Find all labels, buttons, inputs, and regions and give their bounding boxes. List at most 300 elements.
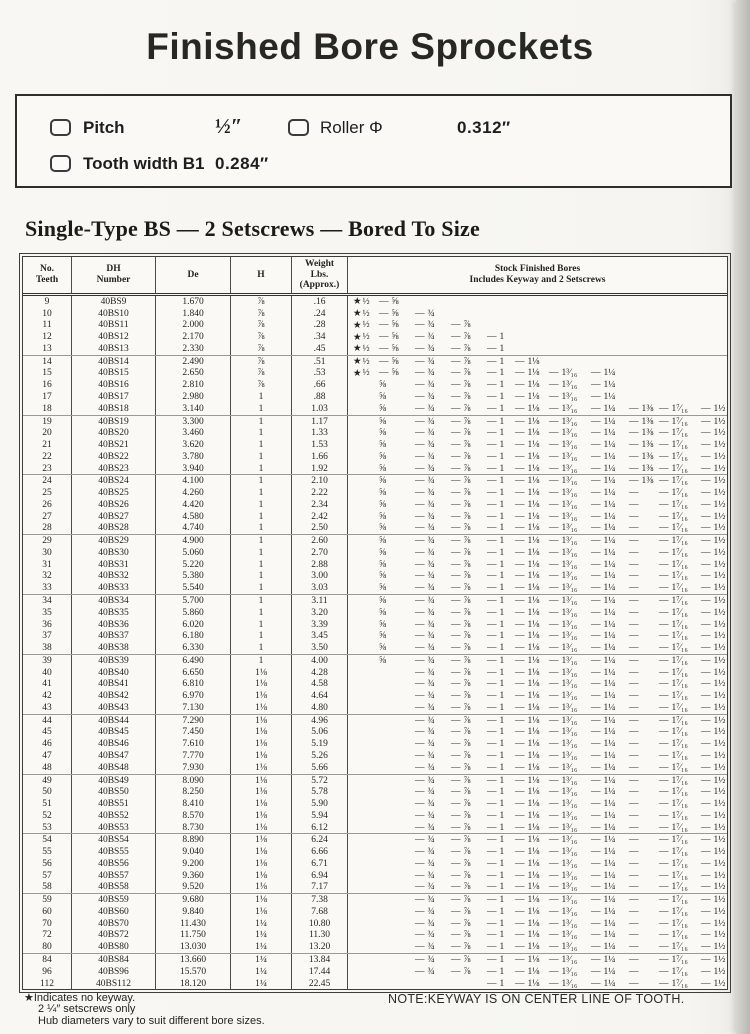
bore-value: 1⅛ xyxy=(527,368,540,379)
bore-value: 1⁷⁄₁₆ xyxy=(671,870,688,881)
dash-separator: — xyxy=(487,607,497,618)
bore-slot xyxy=(451,500,487,510)
table-row xyxy=(23,331,727,343)
cell-de: 3.780 xyxy=(156,451,231,463)
bore-slot xyxy=(591,799,629,809)
dash-separator: — xyxy=(415,906,425,917)
dash-separator: — xyxy=(415,583,425,594)
bore-value: 1½ xyxy=(713,954,726,965)
dash-separator: — xyxy=(487,476,497,487)
dash-separator: — xyxy=(451,463,461,474)
bore-slot xyxy=(487,763,515,773)
bore-slot xyxy=(415,596,451,606)
bore-slot xyxy=(515,440,549,450)
bore-value: ⅞ xyxy=(463,476,471,487)
bore-value: ⅞ xyxy=(463,966,471,977)
dash-separator: — xyxy=(549,368,559,379)
cell-no-teeth: 14 xyxy=(23,356,72,368)
table-row xyxy=(23,846,727,858)
dash-separator: — xyxy=(487,583,497,594)
dash-separator: — xyxy=(701,762,711,773)
bore-slot xyxy=(487,739,515,749)
cell-de: 4.100 xyxy=(156,475,231,487)
cell-no-teeth: 53 xyxy=(23,822,72,834)
bore-slot xyxy=(515,691,549,701)
dash-separator: — xyxy=(591,775,601,786)
bore-value: 1 xyxy=(499,787,505,798)
cell-no-teeth: 49 xyxy=(23,775,72,787)
dash-separator: — xyxy=(591,607,601,618)
dash-separator: — xyxy=(515,380,525,391)
bore-value: 1³⁄₁₆ xyxy=(561,870,578,881)
bore-slot xyxy=(515,727,549,737)
bore-slot xyxy=(591,392,629,402)
bore-slot xyxy=(353,356,379,367)
table-row xyxy=(23,523,727,535)
bore-value: 1 xyxy=(499,702,505,713)
bore-value: 1 xyxy=(499,895,505,906)
bore-value: 1¼ xyxy=(603,607,616,618)
bore-value: ⅞ xyxy=(463,643,471,654)
table-row xyxy=(23,798,727,810)
cell-no-teeth: 54 xyxy=(23,834,72,846)
bore-value: 1½ xyxy=(713,750,726,761)
bore-slot xyxy=(591,739,629,749)
bore-value: 1¼ xyxy=(603,571,616,582)
bore-slot xyxy=(379,608,415,618)
dash-separator: — xyxy=(629,403,639,414)
dash-separator: — xyxy=(629,667,639,678)
bore-value: 1⅛ xyxy=(527,727,540,738)
dash-separator: — xyxy=(515,895,525,906)
bore-slot xyxy=(515,716,549,726)
bore-slot xyxy=(549,942,591,952)
cell-h: 1 xyxy=(231,547,292,559)
cell-no-teeth: 42 xyxy=(23,690,72,702)
dash-separator: — xyxy=(451,727,461,738)
bore-value: 1⁷⁄₁₆ xyxy=(671,799,688,810)
bore-slot xyxy=(591,536,629,546)
cell-h: 1 xyxy=(231,571,292,583)
bore-slot xyxy=(701,776,731,786)
bore-value: 1 xyxy=(499,918,505,929)
bore-value: ¾ xyxy=(427,463,435,474)
bore-value: 1⅛ xyxy=(527,476,540,487)
dash-separator: — xyxy=(629,966,639,977)
bore-value: 1⁷⁄₁₆ xyxy=(671,918,688,929)
bore-value: 1³⁄₁₆ xyxy=(561,559,578,570)
cell-no-teeth: 19 xyxy=(23,416,72,428)
bore-value: 1⅛ xyxy=(527,799,540,810)
bore-slot xyxy=(415,548,451,558)
dash-separator: — xyxy=(487,667,497,678)
cell-dh-number: 40BS44 xyxy=(72,715,156,727)
dash-separator: — xyxy=(659,810,669,821)
bore-slot xyxy=(659,716,701,726)
bore-value: 1⁷⁄₁₆ xyxy=(671,571,688,582)
dash-separator: — xyxy=(591,511,601,522)
bore-slot xyxy=(701,823,731,833)
dash-separator: — xyxy=(415,918,425,929)
dash-separator: — xyxy=(701,750,711,761)
bore-value: 1³⁄₁₆ xyxy=(561,655,578,666)
dash-separator: — xyxy=(629,978,639,989)
bore-slot xyxy=(659,476,701,486)
cell-no-teeth: 45 xyxy=(23,727,72,739)
bore-value: 1 xyxy=(499,978,505,989)
cell-stock-bores xyxy=(348,930,731,942)
dash-separator: — xyxy=(629,715,639,726)
dash-separator: — xyxy=(451,451,461,462)
cell-stock-bores xyxy=(348,463,731,475)
cell-weight: 3.03 xyxy=(292,582,348,594)
bore-slot xyxy=(451,608,487,618)
bore-value: 1 xyxy=(499,499,505,510)
bore-slot xyxy=(659,859,701,869)
bore-value: 1½ xyxy=(713,416,726,427)
bore-value: 1 xyxy=(499,643,505,654)
page-title: Finished Bore Sprockets xyxy=(146,26,594,67)
bore-value: 1¼ xyxy=(603,619,616,630)
dash-separator: — xyxy=(701,416,711,427)
footnote-hub: Hub diameters vary to suit different bore sizes. xyxy=(38,1015,265,1027)
cell-de: 11.430 xyxy=(156,918,231,930)
bore-slot xyxy=(701,404,731,414)
dash-separator: — xyxy=(591,403,601,414)
dash-separator: — xyxy=(415,655,425,666)
cell-weight: 3.39 xyxy=(292,619,348,631)
bore-slot xyxy=(629,811,659,821)
bore-value: 1½ xyxy=(713,727,726,738)
bore-slot xyxy=(353,308,379,319)
bore-slot xyxy=(487,380,515,390)
dash-separator: — xyxy=(451,631,461,642)
table-row xyxy=(23,487,727,499)
dash-separator: — xyxy=(659,416,669,427)
dash-separator: — xyxy=(629,882,639,893)
bore-slot xyxy=(549,500,591,510)
bore-slot xyxy=(515,882,549,892)
dash-separator: — xyxy=(701,727,711,738)
bore-value: ⅝ xyxy=(379,499,387,510)
bore-slot xyxy=(415,727,451,737)
bore-slot xyxy=(659,488,701,498)
bore-value: 1¼ xyxy=(603,847,616,858)
bore-slot xyxy=(415,476,451,486)
cell-no-teeth: 23 xyxy=(23,463,72,475)
cell-de: 1.670 xyxy=(156,296,231,308)
bore-value: 1⁷⁄₁₆ xyxy=(671,631,688,642)
bore-slot xyxy=(549,631,591,641)
cell-stock-bores xyxy=(348,679,731,691)
dash-separator: — xyxy=(549,416,559,427)
dash-separator: — xyxy=(629,799,639,810)
dash-separator: — xyxy=(629,547,639,558)
bore-slot xyxy=(659,523,701,533)
cell-dh-number: 40BS46 xyxy=(72,738,156,750)
bore-value: 1 xyxy=(499,403,505,414)
dash-separator: — xyxy=(591,392,601,402)
dash-separator: — xyxy=(487,954,497,965)
bore-value: 1½ xyxy=(713,762,726,773)
cell-weight: 4.58 xyxy=(292,679,348,691)
bore-slot xyxy=(487,835,515,845)
dash-separator: — xyxy=(659,523,669,534)
no-keyway-star-icon: ★ xyxy=(353,332,362,343)
bore-slot xyxy=(451,380,487,390)
bore-slot xyxy=(629,907,659,917)
dash-separator: — xyxy=(701,882,711,893)
dash-separator: — xyxy=(451,942,461,953)
bore-slot xyxy=(451,776,487,786)
bore-slot xyxy=(451,643,487,653)
dash-separator: — xyxy=(591,655,601,666)
dash-separator: — xyxy=(629,499,639,510)
dash-separator: — xyxy=(659,488,669,499)
bore-slot xyxy=(487,811,515,821)
bore-slot xyxy=(487,583,515,593)
bore-value: 1⁷⁄₁₆ xyxy=(671,906,688,917)
cell-no-teeth: 46 xyxy=(23,738,72,750)
cell-h: 1 xyxy=(231,391,292,403)
bore-value: 1⅛ xyxy=(527,954,540,965)
cell-h: 1 xyxy=(231,642,292,654)
table-row xyxy=(23,296,727,308)
bore-slot xyxy=(701,631,731,641)
cell-h: 1 xyxy=(231,475,292,487)
bore-slot xyxy=(487,523,515,533)
header-stock-bores: Stock Finished Bores Includes Keyway and 2 Setscrews xyxy=(469,264,606,285)
dash-separator: — xyxy=(701,571,711,582)
cell-weight: 4.00 xyxy=(292,655,348,667)
dash-separator: — xyxy=(701,906,711,917)
bore-slot xyxy=(487,357,515,367)
bore-slot xyxy=(629,882,659,892)
cell-dh-number: 40BS53 xyxy=(72,822,156,834)
dash-separator: — xyxy=(701,499,711,510)
bore-slot xyxy=(415,571,451,581)
bore-value: 1¼ xyxy=(603,679,616,690)
cell-no-teeth: 55 xyxy=(23,846,72,858)
dash-separator: — xyxy=(701,954,711,965)
table-row xyxy=(23,415,727,428)
dash-separator: — xyxy=(701,775,711,786)
cell-weight: .88 xyxy=(292,391,348,403)
bore-slot xyxy=(515,596,549,606)
bore-slot xyxy=(629,512,659,522)
bore-slot xyxy=(591,583,629,593)
dash-separator: — xyxy=(629,488,639,499)
bore-value: 1⅜ xyxy=(641,428,654,439)
bore-slot xyxy=(549,811,591,821)
bore-slot xyxy=(415,488,451,498)
dash-separator: — xyxy=(701,978,711,989)
bore-slot xyxy=(629,979,659,989)
dash-separator: — xyxy=(659,822,669,833)
dash-separator: — xyxy=(591,536,601,547)
cell-dh-number: 40BS50 xyxy=(72,786,156,798)
cell-stock-bores xyxy=(348,571,731,583)
dash-separator: — xyxy=(659,978,669,989)
cell-stock-bores xyxy=(348,343,727,355)
bore-slot xyxy=(487,751,515,761)
cell-weight: 5.19 xyxy=(292,738,348,750)
bore-slot xyxy=(487,942,515,952)
cell-stock-bores xyxy=(348,607,731,619)
bore-value: 1 xyxy=(499,571,505,582)
bore-value: 1⅛ xyxy=(527,762,540,773)
bore-value: ¾ xyxy=(427,799,435,810)
bore-slot xyxy=(515,847,549,857)
bore-slot xyxy=(701,955,731,965)
bore-slot xyxy=(487,548,515,558)
bore-slot xyxy=(701,703,731,713)
bore-slot xyxy=(451,428,487,438)
dash-separator: — xyxy=(451,440,461,451)
no-keyway-star-icon: ★ xyxy=(353,344,362,355)
roller-bullet-icon xyxy=(288,119,309,140)
dash-separator: — xyxy=(487,440,497,451)
bore-value: 1³⁄₁₆ xyxy=(561,954,578,965)
bore-slot xyxy=(629,536,659,546)
bore-slot xyxy=(659,452,701,462)
bore-value: 1½ xyxy=(713,631,726,642)
dash-separator: — xyxy=(629,511,639,522)
dash-separator: — xyxy=(451,858,461,869)
cell-no-teeth: 39 xyxy=(23,655,72,667)
bore-value: 1¼ xyxy=(603,762,616,773)
dash-separator: — xyxy=(451,775,461,786)
bore-value: 1¼ xyxy=(603,488,616,499)
bore-value: 1⅛ xyxy=(527,428,540,439)
cell-weight: 1.03 xyxy=(292,403,348,415)
dash-separator: — xyxy=(659,762,669,773)
dash-separator: — xyxy=(415,392,425,402)
bore-slot xyxy=(415,656,451,666)
cell-no-teeth: 29 xyxy=(23,535,72,547)
bore-slot xyxy=(701,488,731,498)
cell-no-teeth: 30 xyxy=(23,547,72,559)
bore-slot xyxy=(451,727,487,737)
bore-value: 1¼ xyxy=(603,380,616,391)
bore-value: ⅝ xyxy=(379,619,387,630)
dash-separator: — xyxy=(415,523,425,534)
bore-slot xyxy=(659,835,701,845)
bore-value: ⅝ xyxy=(379,476,387,487)
bore-value: 1¼ xyxy=(603,559,616,570)
cell-stock-bores xyxy=(348,846,731,858)
bore-value: 1¼ xyxy=(603,667,616,678)
bore-slot xyxy=(415,919,451,929)
cell-de: 5.700 xyxy=(156,595,231,607)
bore-value: 1¼ xyxy=(603,739,616,750)
cell-h: 1 xyxy=(231,487,292,499)
bore-slot xyxy=(591,847,629,857)
dash-separator: — xyxy=(415,895,425,906)
bore-value: 1 xyxy=(499,416,505,427)
bore-slot xyxy=(415,955,451,965)
cell-no-teeth: 10 xyxy=(23,308,72,320)
bore-slot xyxy=(629,835,659,845)
cell-h: 1 xyxy=(231,595,292,607)
bore-slot xyxy=(659,596,701,606)
dash-separator: — xyxy=(549,476,559,487)
bore-slot xyxy=(549,560,591,570)
bore-value: ⅝ xyxy=(379,536,387,547)
dash-separator: — xyxy=(379,320,389,331)
dash-separator: — xyxy=(415,320,425,331)
cell-weight: 11.30 xyxy=(292,930,348,942)
bore-slot xyxy=(629,488,659,498)
cell-weight: .45 xyxy=(292,343,348,355)
bore-slot xyxy=(379,643,415,653)
dash-separator: — xyxy=(549,440,559,451)
bore-slot xyxy=(451,476,487,486)
bore-value: ¾ xyxy=(427,667,435,678)
dash-separator: — xyxy=(549,715,559,726)
bore-value: 1¼ xyxy=(603,536,616,547)
dash-separator: — xyxy=(415,476,425,487)
bore-value: 1 xyxy=(499,847,505,858)
dash-separator: — xyxy=(659,750,669,761)
bore-value: ⅞ xyxy=(463,882,471,893)
dash-separator: — xyxy=(415,428,425,439)
bore-slot xyxy=(451,464,487,474)
dash-separator: — xyxy=(515,906,525,917)
dash-separator: — xyxy=(415,332,425,343)
cell-stock-bores xyxy=(348,978,731,990)
bore-slot xyxy=(451,691,487,701)
bore-slot xyxy=(591,404,629,414)
cell-h: 1 xyxy=(231,582,292,594)
bore-value: ¾ xyxy=(427,750,435,761)
bore-value: 1¼ xyxy=(603,930,616,941)
cell-de: 7.450 xyxy=(156,727,231,739)
dash-separator: — xyxy=(515,978,525,989)
cell-h: 1 xyxy=(231,559,292,571)
bore-slot xyxy=(591,871,629,881)
bore-value: 1⅛ xyxy=(527,858,540,869)
dash-separator: — xyxy=(549,727,559,738)
bore-slot xyxy=(379,596,415,606)
cell-h: 1¼ xyxy=(231,918,292,930)
bore-slot xyxy=(629,523,659,533)
dash-separator: — xyxy=(487,930,497,941)
bore-value: ⅞ xyxy=(463,571,471,582)
cell-dh-number: 40BS31 xyxy=(72,559,156,571)
bore-slot xyxy=(591,631,629,641)
bore-value: 1 xyxy=(499,762,505,773)
bore-slot xyxy=(629,656,659,666)
cell-de: 5.220 xyxy=(156,559,231,571)
dash-separator: — xyxy=(451,356,461,367)
bore-value: 1½ xyxy=(713,822,726,833)
no-keyway-star-icon: ★ xyxy=(353,368,362,379)
bore-value: 1⁷⁄₁₆ xyxy=(671,978,688,989)
cell-de: 9.200 xyxy=(156,858,231,870)
bore-value: ⅝ xyxy=(379,643,387,654)
no-keyway-star-icon: ★ xyxy=(353,297,362,308)
dash-separator: — xyxy=(629,583,639,594)
bore-value: ¾ xyxy=(427,559,435,570)
dash-separator: — xyxy=(451,368,461,379)
cell-de: 3.620 xyxy=(156,439,231,451)
dash-separator: — xyxy=(659,619,669,630)
dash-separator: — xyxy=(487,966,497,977)
bore-value: 1³⁄₁₆ xyxy=(561,667,578,678)
bore-slot xyxy=(515,859,549,869)
dash-separator: — xyxy=(415,882,425,893)
